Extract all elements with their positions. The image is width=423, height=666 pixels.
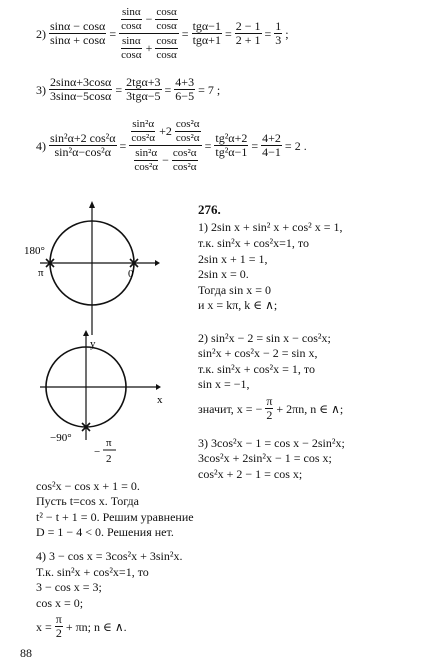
sol1-line-6: и x = kπ, k ∈ ∧; [198, 298, 278, 312]
item-4: 4) $\frac{\text{sin²α+2 cos²α}}{\text{sin²α−cos²α}}$ = $\frac{\text{sin²α}}{\text{cos²α}}$ +2 $\frac{\text{cos²α}}{\text{cos²α}}$ $\frac{\text{sin²α}}{\text{cos²α}}$ − $\frac{\text{cos²α}}{\text{cos²α}}$ = $\frac{\text{tg²α+2}}{\text{tg²α−1}}$ = $\frac{4+2}{4-1}$ = 2 . [36, 118, 307, 173]
y-axis-arrow [83, 330, 89, 336]
sol1-line-1: 1) 2sin x + sin² x + cos² x = 1, [198, 220, 343, 234]
sol3-line-4: cos²x − cos x + 1 = 0. [36, 479, 140, 493]
sol4-line-2: Т.к. sin²x + cos²x=1, то [36, 565, 149, 579]
sol4-line-3: 3 − cos x = 3; [36, 580, 102, 594]
sol4-line-1: 4) 3 − cos x = 3cos²x + 3sin²x. [36, 549, 183, 563]
minus-sign: − [94, 446, 101, 458]
sol1-line-4: 2sin x = 0. [198, 267, 249, 281]
sol4-line-5: x = $\frac{\pi}{2}$ + πn; n ∈ ∧. [36, 612, 127, 640]
sol3-line-2: 3cos²x + 2sin²x − 1 = cos x; [198, 451, 332, 465]
fraction: $\frac{\text{2tgα+3}}{\text{3tgα−5}}$ [126, 75, 161, 103]
fraction: $\frac{\text{tg²α+2}}{\text{tg²α−1}}$ [215, 131, 248, 159]
fraction: $\frac{\text{tgα−1}}{\text{tgα+1}}$ [192, 19, 221, 47]
angle-180-label: 180° [24, 245, 45, 257]
fraction: $\frac{4+2}{4-1}$ [262, 131, 281, 159]
item-2: 2) $\frac{\sin\alpha - \cos\alpha}{\sin\alpha + \cos\alpha}$ = $\frac{\sin\alpha}{\cos\alpha}$ − $\frac{\cos\alpha}{\cos\alpha}$ $\frac{\sin\alpha}{\cos\alpha}$ + $\frac{\cos\alpha}{\cos\alpha}$ = $\frac{\text{tgα−1}}{\text{tgα+1}}$ = $\frac{2 - 1}{2 + 1}$ = $\frac{1}{3}$ ; [36, 6, 289, 61]
compound-fraction: $\frac{\sin\alpha}{\cos\alpha}$ − $\frac{\cos\alpha}{\cos\alpha}$ $\frac{\sin\alpha}{\cos\alpha}$ + $\frac{\cos\alpha}{\cos\alpha}$ [121, 6, 177, 61]
fraction: $\frac{\sin\alpha - \cos\alpha}{\sin\alpha + \cos\alpha}$ [50, 19, 106, 47]
sol2-line-4: sin x = −1, [198, 377, 250, 391]
x-label: x [157, 394, 163, 406]
sol2-line-2: sin²x + cos²x − 2 = sin x, [198, 346, 318, 360]
sol3-line-3: cos²x + 2 − 1 = cos x; [198, 467, 303, 481]
sol1-line-3: 2sin x + 1 = 1, [198, 252, 268, 266]
x-axis-arrow [156, 384, 161, 390]
fraction: $\frac{2 - 1}{2 + 1}$ [235, 19, 261, 47]
sol3-line-6: t² − t + 1 = 0. Решим уравнение [36, 510, 194, 524]
unit-circle-diagram-1 [24, 200, 160, 340]
pi-denominator: 2 [106, 453, 112, 465]
item-3: 3) $\frac{2\sin\alpha+3\cos\alpha}{3\sin\alpha-5\cos\alpha}$ = $\frac{\text{2tgα+3}}{\text{3tgα−5}}$ = $\frac{4+3}{6-5}$ = 7 ; [36, 75, 221, 103]
sol2-line-3: т.к. sin²x + cos²x = 1, то [198, 362, 315, 376]
fraction: $\frac{\text{sin²α+2 cos²α}}{\text{sin²α−cos²α}}$ [50, 131, 116, 159]
sol1-line-2: т.к. sin²x + cos²x=1, то [198, 236, 309, 250]
sol1-line-5: Тогда sin x = 0 [198, 283, 271, 297]
zero-label: 0 [128, 268, 134, 280]
y-axis-arrow [89, 201, 95, 208]
problem-number: 276. [198, 202, 221, 217]
fraction: $\frac{1}{3}$ [275, 19, 282, 47]
sol3-line-5: Пусть t=cos x. Тогда [36, 494, 139, 508]
x-axis-arrow [155, 260, 160, 266]
pi-numerator: π [106, 437, 112, 449]
sol4-line-4: cos x = 0; [36, 596, 84, 610]
pi-label: π [38, 267, 44, 279]
sol2-line-1: 2) sin²x − 2 = sin x − cos²x; [198, 331, 331, 345]
sol3-line-7: D = 1 − 4 < 0. Решения нет. [36, 525, 174, 539]
fraction: $\frac{4+3}{6-5}$ [175, 75, 195, 103]
page-number: 88 [20, 646, 32, 660]
sol2-line-5: значит, x = − $\frac{\pi}{2}$ + 2πn, n ∈ ∧; [198, 394, 344, 422]
unit-circle-diagram-2 [40, 330, 170, 470]
compound-fraction: $\frac{\text{sin²α}}{\text{cos²α}}$ +2 $\frac{\text{cos²α}}{\text{cos²α}}$ $\frac{\text{sin²α}}{\text{cos²α}}$ − $\frac{\text{cos²α}}{\text{cos²α}}$ [131, 118, 200, 173]
angle-minus-90-label: −90° [50, 432, 72, 444]
fraction: $\frac{2\sin\alpha+3\cos\alpha}{3\sin\alpha-5\cos\alpha}$ [50, 75, 112, 103]
item-label: 2) [36, 26, 46, 41]
sol3-line-1: 3) 3cos²x − 1 = cos x − 2sin²x; [198, 436, 345, 450]
y-label: y [90, 338, 96, 350]
